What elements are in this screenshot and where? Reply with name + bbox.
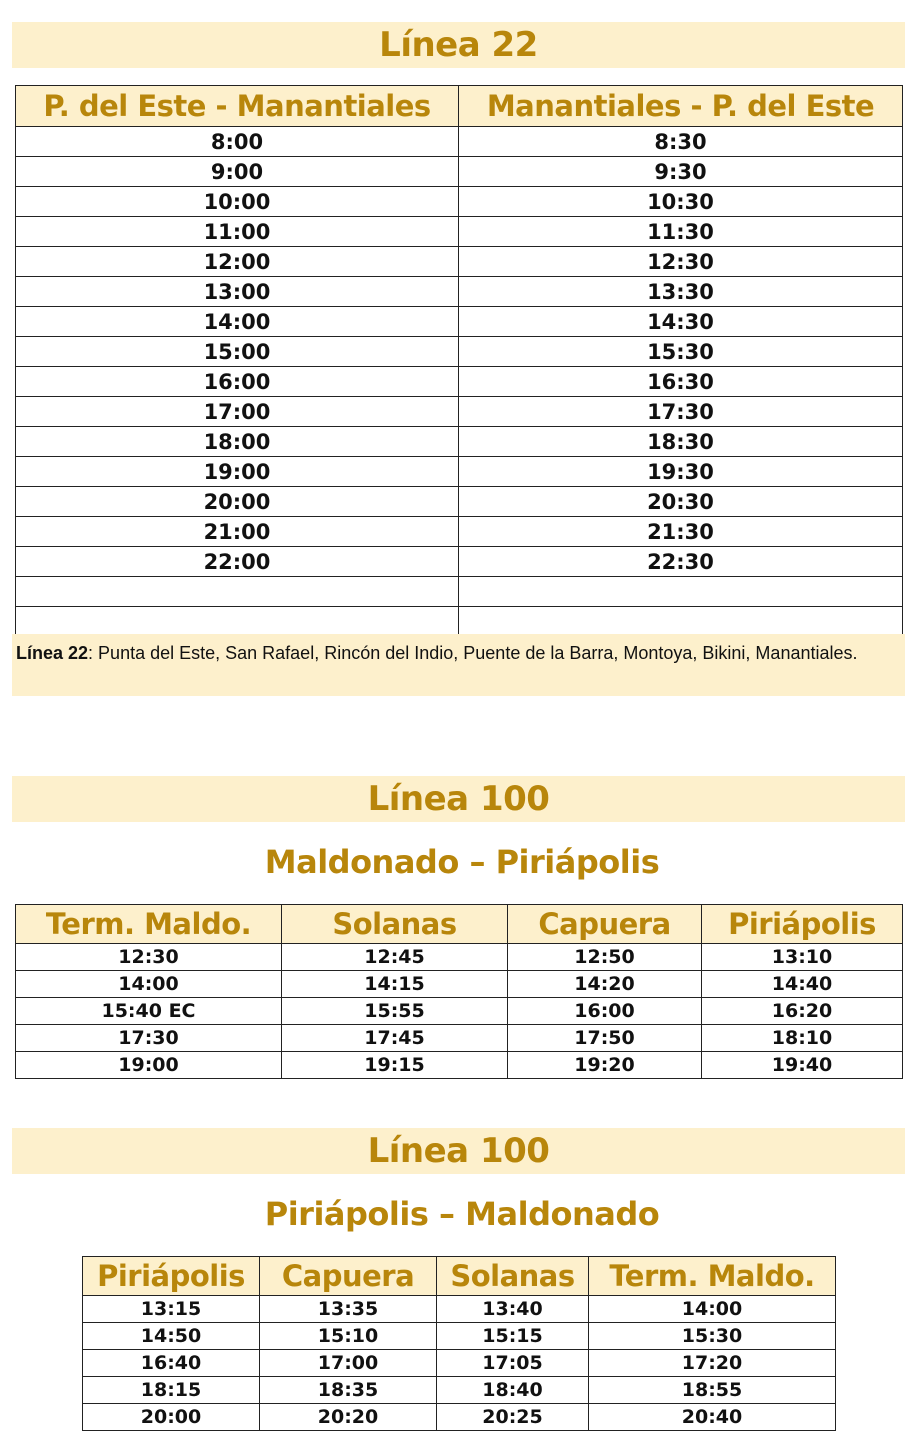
column-header: Manantiales - P. del Este	[459, 86, 903, 127]
table-row	[83, 1323, 836, 1350]
time-cell: 14:00	[589, 1296, 836, 1323]
time-cell: 17:05	[437, 1350, 589, 1377]
time-cell: 19:00	[16, 457, 459, 487]
column-header: Solanas	[437, 1257, 589, 1296]
time-cell: 14:40	[702, 971, 903, 998]
table-row	[16, 577, 903, 607]
table-row	[16, 247, 903, 277]
time-cell: 20:00	[16, 487, 459, 517]
table-row	[16, 517, 903, 547]
time-cell: 15:40 EC	[16, 998, 282, 1025]
time-cell: 17:20	[589, 1350, 836, 1377]
table-row	[83, 1404, 836, 1431]
time-cell: 18:15	[83, 1377, 260, 1404]
time-cell: 8:30	[459, 127, 903, 157]
time-cell: 14:20	[508, 971, 702, 998]
table-row	[83, 1377, 836, 1404]
time-cell: 17:00	[16, 397, 459, 427]
time-cell: 9:30	[459, 157, 903, 187]
linea22-schedule-table	[15, 85, 903, 637]
table-row	[16, 277, 903, 307]
time-cell: 12:30	[459, 247, 903, 277]
table-header-row	[16, 86, 903, 127]
time-cell: 14:00	[16, 307, 459, 337]
table-row	[16, 367, 903, 397]
table-row	[16, 1025, 903, 1052]
time-cell: 8:00	[16, 127, 459, 157]
table-row	[16, 944, 903, 971]
time-cell: 15:10	[260, 1323, 437, 1350]
table-row	[16, 157, 903, 187]
time-cell: 13:00	[16, 277, 459, 307]
time-cell: 10:00	[16, 187, 459, 217]
time-cell: 19:15	[282, 1052, 508, 1079]
column-header: Piriápolis	[702, 905, 903, 944]
time-cell: 20:00	[83, 1404, 260, 1431]
time-cell: 12:30	[16, 944, 282, 971]
table-row	[16, 127, 903, 157]
time-cell: 18:10	[702, 1025, 903, 1052]
time-cell: 18:35	[260, 1377, 437, 1404]
time-cell: 22:30	[459, 547, 903, 577]
table-row	[16, 307, 903, 337]
table-header-row	[16, 905, 903, 944]
time-cell: 16:20	[702, 998, 903, 1025]
time-cell: 9:00	[16, 157, 459, 187]
column-header: Term. Maldo.	[16, 905, 282, 944]
table-row	[16, 998, 903, 1025]
table-row	[16, 397, 903, 427]
linea22-route-description	[12, 634, 905, 696]
column-header: Piriápolis	[83, 1257, 260, 1296]
time-cell: 11:30	[459, 217, 903, 247]
time-cell: 17:45	[282, 1025, 508, 1052]
linea100b-title: Línea 100	[367, 1131, 550, 1171]
time-cell: 21:30	[459, 517, 903, 547]
linea100a-subtitle: Maldonado – Piriápolis	[264, 843, 660, 881]
linea100b-schedule-table	[82, 1256, 836, 1431]
time-cell: 19:20	[508, 1052, 702, 1079]
table-row	[16, 547, 903, 577]
table-row	[16, 607, 903, 637]
time-cell: 18:55	[589, 1377, 836, 1404]
table-row	[16, 217, 903, 247]
time-cell: 16:00	[16, 367, 459, 397]
time-cell: 14:15	[282, 971, 508, 998]
time-cell	[16, 607, 459, 637]
table-row	[16, 1052, 903, 1079]
time-cell: 15:30	[589, 1323, 836, 1350]
time-cell: 20:20	[260, 1404, 437, 1431]
time-cell: 17:30	[459, 397, 903, 427]
time-cell: 12:00	[16, 247, 459, 277]
time-cell: 16:40	[83, 1350, 260, 1377]
time-cell: 12:45	[282, 944, 508, 971]
time-cell: 17:30	[16, 1025, 282, 1052]
table-row	[16, 187, 903, 217]
time-cell: 15:15	[437, 1323, 589, 1350]
time-cell: 15:30	[459, 337, 903, 367]
time-cell	[459, 577, 903, 607]
route-label: Línea 22	[16, 643, 89, 663]
time-cell: 14:30	[459, 307, 903, 337]
time-cell: 13:30	[459, 277, 903, 307]
time-cell: 19:40	[702, 1052, 903, 1079]
time-cell: 19:00	[16, 1052, 282, 1079]
time-cell: 14:50	[83, 1323, 260, 1350]
linea100b-subtitle: Piriápolis – Maldonado	[264, 1195, 660, 1233]
time-cell: 13:40	[437, 1296, 589, 1323]
time-cell: 13:10	[702, 944, 903, 971]
table-row	[83, 1296, 836, 1323]
column-header: Capuera	[260, 1257, 437, 1296]
time-cell: 20:25	[437, 1404, 589, 1431]
time-cell: 21:00	[16, 517, 459, 547]
table-header-row	[83, 1257, 836, 1296]
time-cell: 20:40	[589, 1404, 836, 1431]
linea100a-title: Línea 100	[367, 779, 550, 819]
time-cell: 18:30	[459, 427, 903, 457]
linea100a-schedule-table	[15, 904, 903, 1079]
time-cell: 17:50	[508, 1025, 702, 1052]
column-header: Capuera	[508, 905, 702, 944]
time-cell: 18:00	[16, 427, 459, 457]
linea22-title: Línea 22	[379, 25, 538, 65]
time-cell: 15:55	[282, 998, 508, 1025]
time-cell: 17:00	[260, 1350, 437, 1377]
route-stops: : Punta del Este, San Rafael, Rincón del Indio, Puente de la Barra, Montoya, Bikini, Manantiales.	[88, 643, 858, 663]
table-row	[16, 487, 903, 517]
time-cell	[459, 607, 903, 637]
time-cell: 12:50	[508, 944, 702, 971]
column-header: Term. Maldo.	[589, 1257, 836, 1296]
time-cell: 16:00	[508, 998, 702, 1025]
table-row	[16, 427, 903, 457]
time-cell: 18:40	[437, 1377, 589, 1404]
column-header: P. del Este - Manantiales	[16, 86, 459, 127]
time-cell: 10:30	[459, 187, 903, 217]
table-row	[83, 1350, 836, 1377]
time-cell	[16, 577, 459, 607]
time-cell: 22:00	[16, 547, 459, 577]
time-cell: 13:35	[260, 1296, 437, 1323]
time-cell: 11:00	[16, 217, 459, 247]
table-row	[16, 971, 903, 998]
time-cell: 20:30	[459, 487, 903, 517]
time-cell: 14:00	[16, 971, 282, 998]
table-row	[16, 337, 903, 367]
time-cell: 19:30	[459, 457, 903, 487]
time-cell: 16:30	[459, 367, 903, 397]
time-cell: 13:15	[83, 1296, 260, 1323]
table-row	[16, 457, 903, 487]
column-header: Solanas	[282, 905, 508, 944]
time-cell: 15:00	[16, 337, 459, 367]
